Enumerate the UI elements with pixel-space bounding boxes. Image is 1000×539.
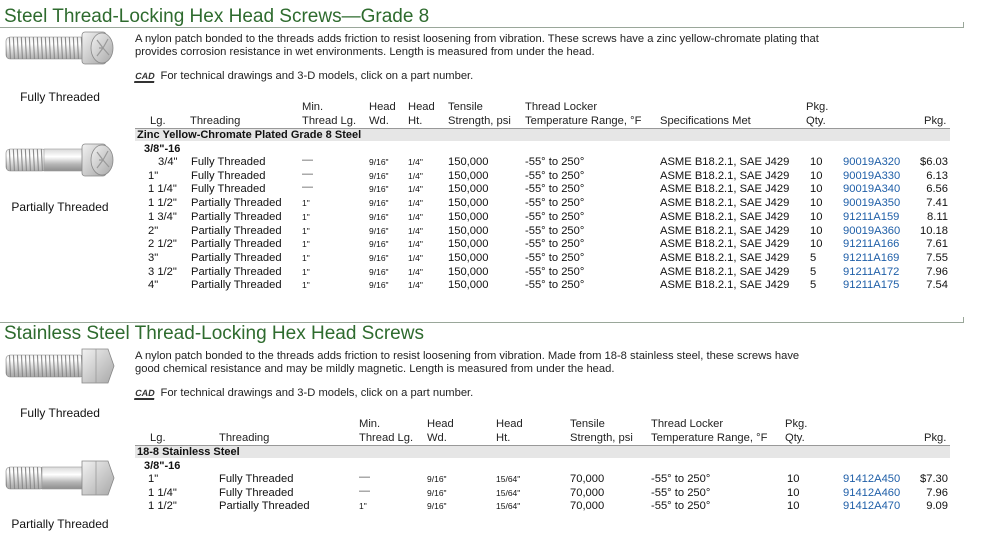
thumb-label-fully-threaded: Fully Threaded [20, 406, 100, 420]
cell-head-wd: 9/16" [369, 266, 389, 277]
cell-tensile: 150,000 [448, 238, 489, 251]
cell-tensile: 150,000 [448, 156, 489, 168]
cell-tensile: 150,000 [448, 224, 489, 237]
screw-image-fully-threaded [4, 346, 116, 391]
part-number-link[interactable]: 91412A460 [843, 486, 901, 499]
cell-min-thread: 1" [359, 501, 367, 512]
col-head-wd-2: Wd. [427, 432, 447, 444]
cell-threading: Partially Threaded [191, 238, 282, 251]
col-min-thread-1: Min. [359, 418, 381, 430]
table-row [0, 279, 1000, 293]
part-number-link[interactable]: 90019A340 [843, 183, 901, 196]
cell-head-wd: 9/16" [427, 474, 447, 484]
cell-head-ht: 1/4" [408, 239, 423, 250]
part-number-link[interactable]: 90019A350 [843, 197, 901, 210]
cell-threading: Fully Threaded [191, 156, 266, 168]
col-locker-2: Temperature Range, °F [651, 432, 768, 444]
cell-tensile: 70,000 [570, 486, 605, 499]
cell-qty: 10 [787, 486, 800, 499]
cell-locker: -55° to 250° [525, 265, 585, 278]
cell-lg: 4" [148, 279, 159, 292]
cell-spec: ASME B18.2.1, SAE J429 [660, 169, 790, 182]
cell-min-thread: 1" [302, 266, 310, 277]
thumb-label-partially-threaded: Partially Threaded [11, 200, 109, 214]
cell-spec: ASME B18.2.1, SAE J429 [660, 238, 790, 251]
cell-locker: -55° to 250° [525, 238, 585, 251]
col-min-thread-2: Thread Lg. [359, 432, 414, 444]
cell-head-wd: 9/16" [427, 501, 447, 512]
cad-note [135, 70, 473, 83]
table-row [0, 197, 1000, 211]
cell-head-ht: 1/4" [408, 252, 423, 263]
cell-qty: 10 [787, 473, 800, 485]
cell-tensile: 70,000 [570, 473, 605, 485]
cell-head-ht: 1/4" [408, 266, 423, 277]
thread-size-label: 3/8"-16 [144, 460, 181, 472]
cell-lg: 1 1/4" [148, 183, 177, 196]
cell-price: 7.55 [926, 251, 948, 264]
cell-min-thread: 1" [302, 252, 310, 263]
cell-tensile: 150,000 [448, 251, 489, 264]
cell-head-ht: 1/4" [408, 198, 423, 209]
part-number-link[interactable]: 91211A172 [843, 265, 900, 278]
col-head-wd-1: Head [369, 101, 396, 113]
col-head-ht-1: Head [408, 101, 435, 113]
col-pkg-qty-1: Pkg. [785, 418, 808, 430]
table-row [0, 211, 1000, 225]
col-pkg-qty-1: Pkg. [806, 101, 829, 113]
cell-spec: ASME B18.2.1, SAE J429 [660, 265, 790, 278]
cell-head-ht: 1/4" [408, 157, 423, 167]
col-head-ht-1: Head [496, 418, 523, 430]
cad-icon[interactable]: CAD [134, 71, 156, 81]
cell-lg: 3 1/2" [148, 265, 177, 278]
cell-head-wd: 9/16" [369, 184, 389, 195]
cell-price: 10.18 [920, 224, 948, 237]
cell-lg: 1" [148, 169, 159, 182]
cell-threading: Partially Threaded [191, 279, 282, 292]
col-head-ht-2: Ht. [408, 115, 423, 127]
table-row [0, 500, 1000, 514]
cell-locker: -55° to 250° [651, 473, 711, 485]
cell-min-thread: 1" [302, 198, 310, 209]
cell-min-thread: 1" [302, 239, 310, 250]
cell-threading: Partially Threaded [191, 197, 282, 210]
table-row [0, 183, 1000, 197]
table-row [0, 225, 1000, 239]
cell-locker: -55° to 250° [525, 224, 585, 237]
section-description: A nylon patch bonded to the threads adds friction to resist loosening from vibration. These screws have a zinc yellow-chromate plating that provides corrosion resistance in wet environments. Length is measured from under the head. [135, 33, 819, 58]
cell-price: 9.09 [926, 500, 948, 513]
cell-lg: 1 1/4" [148, 486, 177, 499]
cell-lg: 1" [148, 473, 159, 485]
col-locker-1: Thread Locker [651, 418, 724, 430]
table-row [0, 156, 1000, 170]
cell-locker: -55° to 250° [525, 210, 585, 223]
part-number-link[interactable]: 91211A166 [843, 238, 900, 251]
col-pkg-qty-2: Qty. [806, 115, 826, 127]
cell-min-thread: 1" [302, 211, 310, 222]
cell-locker: -55° to 250° [525, 156, 585, 168]
cell-qty: 5 [810, 279, 817, 292]
screw-image-fully-threaded [4, 30, 116, 71]
cell-qty: 5 [810, 251, 817, 264]
part-number-link[interactable]: 91211A159 [843, 210, 900, 223]
col-threading: Threading [219, 432, 270, 444]
cell-head-ht: 15/64" [496, 487, 521, 498]
col-pkg: Pkg. [924, 115, 947, 127]
thread-size-label: 3/8"-16 [144, 143, 181, 155]
cell-min-thread: 1" [302, 225, 310, 236]
cell-head-wd: 9/16" [427, 487, 447, 498]
cell-locker: -55° to 250° [651, 486, 711, 499]
cell-spec: ASME B18.2.1, SAE J429 [660, 279, 790, 292]
cell-spec: ASME B18.2.1, SAE J429 [660, 251, 790, 264]
cell-price: 7.96 [926, 265, 948, 278]
col-spec: Specifications Met [660, 115, 751, 127]
part-number-link[interactable]: 91412A450 [843, 473, 901, 485]
cell-lg: 1 3/4" [148, 210, 177, 223]
part-number-link[interactable]: 91412A470 [843, 500, 901, 513]
cell-spec: ASME B18.2.1, SAE J429 [660, 183, 790, 196]
thumb-label-partially-threaded: Partially Threaded [11, 517, 109, 531]
cad-note [135, 387, 473, 400]
cell-threading: Partially Threaded [191, 251, 282, 264]
cell-qty: 10 [787, 500, 800, 513]
cell-price: $7.30 [920, 473, 948, 485]
col-head-wd-1: Head [427, 418, 454, 430]
material-band: Zinc Yellow-Chromate Plated Grade 8 Steel [135, 129, 950, 141]
cad-note-text: For technical drawings and 3-D models, click on a part number. [160, 387, 474, 399]
cell-lg: 2 1/2" [148, 238, 177, 251]
col-head-ht-2: Ht. [496, 432, 511, 444]
cell-tensile: 150,000 [448, 265, 489, 278]
table-row [0, 473, 1000, 487]
part-number-link[interactable]: 90019A360 [843, 224, 901, 237]
cell-head-wd: 9/16" [369, 280, 389, 291]
col-lg: Lg. [150, 115, 166, 127]
cell-price: 6.56 [926, 183, 948, 196]
cell-locker: -55° to 250° [525, 197, 585, 210]
cell-threading: Fully Threaded [191, 183, 266, 196]
col-tensile-1: Tensile [570, 418, 605, 430]
cell-threading: Partially Threaded [219, 500, 310, 513]
cell-head-wd: 9/16" [369, 225, 389, 236]
cell-threading: Partially Threaded [191, 265, 282, 278]
cell-spec: ASME B18.2.1, SAE J429 [660, 210, 790, 223]
cell-price: 7.61 [926, 238, 948, 251]
cell-spec: ASME B18.2.1, SAE J429 [660, 224, 790, 237]
cell-head-wd: 9/16" [369, 198, 389, 209]
cell-qty: 10 [810, 197, 823, 210]
col-threading: Threading [190, 115, 241, 127]
cell-min-thread: — [302, 181, 313, 194]
cell-locker: -55° to 250° [525, 169, 585, 182]
cell-lg: 3" [148, 251, 159, 264]
cell-min-thread: — [359, 484, 370, 497]
cell-threading: Fully Threaded [191, 169, 266, 182]
cell-tensile: 150,000 [448, 183, 489, 196]
cell-price: 7.54 [926, 279, 948, 292]
cell-locker: -55° to 250° [651, 500, 711, 513]
cell-threading: Partially Threaded [191, 224, 282, 237]
material-band: 18-8 Stainless Steel [135, 446, 950, 458]
cell-threading: Partially Threaded [191, 210, 282, 223]
cell-qty: 10 [810, 238, 823, 251]
cell-tensile: 150,000 [448, 197, 489, 210]
cell-qty: 10 [810, 183, 823, 196]
cell-price: 6.13 [926, 169, 948, 182]
col-min-thread-2: Thread Lg. [302, 115, 357, 127]
cell-tensile: 150,000 [448, 169, 489, 182]
cell-head-ht: 1/4" [408, 184, 423, 195]
cell-price: 7.41 [926, 197, 948, 210]
col-head-wd-2: Wd. [369, 115, 389, 127]
cell-head-wd: 9/16" [369, 170, 389, 181]
cell-lg: 1 1/2" [148, 197, 177, 210]
cell-min-thread: — [302, 167, 313, 180]
section-divider [0, 27, 964, 28]
cell-qty: 5 [810, 265, 817, 278]
cell-qty: 10 [810, 169, 823, 182]
section-description: A nylon patch bonded to the threads adds friction to resist loosening from vibration. Made from 18-8 stainless steel, these screws have good chemical resistance and may be mildly magnetic. Length is measured from under the head. [135, 350, 800, 375]
col-tensile-1: Tensile [448, 101, 483, 113]
cad-icon[interactable]: CAD [134, 388, 156, 398]
cell-spec: ASME B18.2.1, SAE J429 [660, 156, 790, 168]
cell-qty: 10 [810, 156, 823, 168]
cell-head-ht: 15/64" [496, 474, 521, 484]
cell-lg: 1 1/2" [148, 500, 177, 513]
cad-note-text: For technical drawings and 3-D models, click on a part number. [160, 70, 474, 82]
thumb-label-fully-threaded: Fully Threaded [20, 90, 100, 104]
table-row [0, 167, 1000, 184]
cell-head-ht: 15/64" [496, 501, 521, 512]
cell-spec: ASME B18.2.1, SAE J429 [660, 197, 790, 210]
cell-min-thread: — [359, 471, 370, 483]
cell-head-wd: 9/16" [369, 252, 389, 263]
cell-threading: Fully Threaded [219, 486, 294, 499]
cell-head-ht: 1/4" [408, 211, 423, 222]
section-title: Steel Thread-Locking Hex Head Screws—Grade 8 [4, 6, 430, 27]
cell-locker: -55° to 250° [525, 183, 585, 196]
table-row [0, 484, 1000, 501]
col-min-thread-1: Min. [302, 101, 324, 113]
cell-min-thread: — [302, 154, 313, 166]
section-title: Stainless Steel Thread-Locking Hex Head Screws [4, 323, 424, 344]
part-number-link[interactable]: 90019A320 [843, 156, 901, 168]
cell-locker: -55° to 250° [525, 251, 585, 264]
col-tensile-2: Strength, psi [570, 432, 633, 444]
col-tensile-2: Strength, psi [448, 115, 511, 127]
cell-tensile: 150,000 [448, 279, 489, 292]
cell-qty: 10 [810, 210, 823, 223]
cell-locker: -55° to 250° [525, 279, 585, 292]
cell-lg: 2" [148, 224, 159, 237]
cell-price: 8.11 [927, 210, 948, 223]
cell-head-wd: 9/16" [369, 211, 389, 222]
cell-tensile: 150,000 [448, 210, 489, 223]
cell-price: $6.03 [920, 156, 948, 168]
cell-head-ht: 1/4" [408, 225, 423, 236]
col-pkg: Pkg. [924, 432, 947, 444]
cell-head-ht: 1/4" [408, 280, 423, 291]
col-locker-1: Thread Locker [525, 101, 598, 113]
cell-head-wd: 9/16" [369, 157, 389, 167]
part-number-link[interactable]: 90019A330 [843, 169, 901, 182]
cell-lg: 3/4" [158, 156, 178, 168]
table-row [0, 266, 1000, 280]
col-locker-2: Temperature Range, °F [525, 115, 642, 127]
col-lg: Lg. [150, 432, 166, 444]
table-row [0, 238, 1000, 252]
part-number-link[interactable]: 91211A175 [843, 279, 900, 292]
cell-threading: Fully Threaded [219, 473, 294, 485]
part-number-link[interactable]: 91211A169 [843, 251, 900, 264]
cell-price: 7.96 [926, 486, 948, 499]
table-row [0, 252, 1000, 266]
cell-qty: 10 [810, 224, 823, 237]
col-pkg-qty-2: Qty. [785, 432, 805, 444]
cell-head-ht: 1/4" [408, 170, 423, 181]
cell-tensile: 70,000 [570, 500, 605, 513]
cell-head-wd: 9/16" [369, 239, 389, 250]
cell-min-thread: 1" [302, 280, 310, 291]
